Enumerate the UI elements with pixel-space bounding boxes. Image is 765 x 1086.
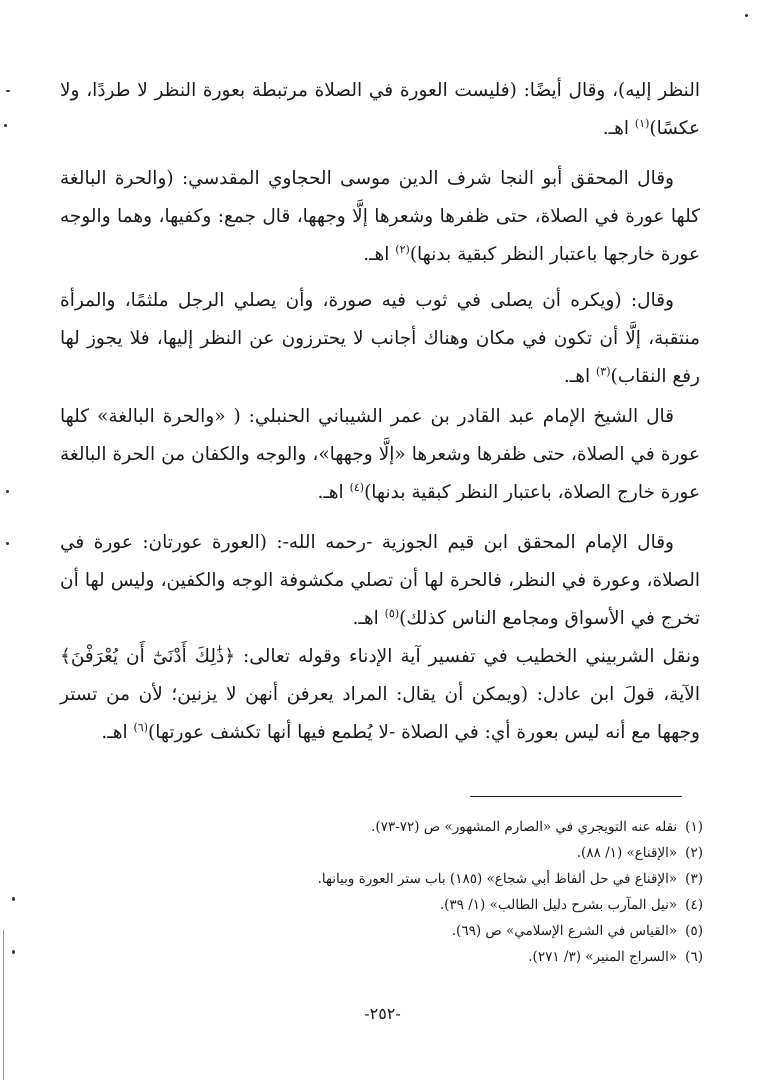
footnote-number: (١) bbox=[685, 819, 703, 835]
scan-speck bbox=[745, 14, 748, 17]
footnote-number: (٣) bbox=[685, 871, 703, 887]
paragraph-text: ونقل الشربيني الخطيب في تفسير آية الإدناء وقوله تعالى: ﴿ذَٰلِكَ أَدْنَىٰٓ أَن يُعْرَفْنَ﴾ الآية، قولَ ابن عادل: (ويمكن أن يقال: المراد يعرفن أنهن لا يزنين؛ لأن من تستر وجهها مع أنه ليس بعورة أي: في الصلاة -لا يُطمع فيها أنها تكشف عورتها) bbox=[60, 646, 700, 743]
paragraph-text: وقال المحقق أبو النجا شرف الدين موسى الحجاوي المقدسي: (والحرة البالغة كلها عورة في الصلاة، حتى ظفرها وشعرها إلَّا وجهها، قال جمع: وكفيها، وهما والوجه عورة خارجها باعتبار النظر كبقية بدنها) bbox=[60, 168, 700, 265]
footnote-number: (٢) bbox=[685, 845, 703, 861]
footnote-text: «القياس في الشرع الإسلامي» ص (٦٩). bbox=[451, 923, 678, 939]
scan-speck bbox=[12, 950, 15, 954]
footnote-item bbox=[143, 892, 703, 918]
footnote-text: «السراج المنير» (٣/ ٢٧١). bbox=[528, 949, 678, 965]
footnote-number: (٥) bbox=[685, 923, 703, 939]
paragraph-text: قال الشيخ الإمام عبد القادر بن عمر الشيباني الحنبلي: ( «والحرة البالغة» كلها عورة في الصلاة، حتى ظفرها وشعرها «إلَّا وجهها»، والوجه والكفان من الحرة البالغة عورة خارج الصلاة، باعتبار النظر كبقية بدنها) bbox=[60, 406, 700, 503]
footnote-ref: (٥) bbox=[384, 606, 400, 620]
footnote-item bbox=[143, 840, 703, 866]
footnote-item bbox=[143, 918, 703, 944]
scan-speck bbox=[6, 542, 9, 545]
footnote-item bbox=[143, 814, 703, 840]
footnote-number: (٤) bbox=[685, 897, 703, 913]
page-number: -٢٥٢- bbox=[364, 1004, 401, 1023]
footnote-ref: (٦) bbox=[133, 720, 148, 734]
footnote-ref: (٤) bbox=[349, 480, 365, 494]
footnote-item bbox=[143, 944, 703, 970]
paragraph-tail: اهـ. bbox=[101, 722, 134, 743]
footnote-ref: (١) bbox=[634, 116, 650, 130]
paragraph-tail: اهـ. bbox=[602, 118, 635, 139]
scan-speck bbox=[4, 124, 7, 127]
paragraph-5 bbox=[60, 524, 700, 752]
paragraph-tail: اهـ. bbox=[352, 608, 385, 629]
scan-speck bbox=[6, 490, 9, 493]
footnote-text: «الإقناع» (١/ ٨٨). bbox=[576, 845, 678, 861]
paragraph-tail: اهـ. bbox=[363, 244, 396, 265]
footnote-ref: (٣) bbox=[595, 364, 611, 378]
paragraph-text: وقال الإمام المحقق ابن قيم الجوزية -رحمه الله-: (العورة عورتان: عورة في الصلاة، وعورة في النظر، فالحرة لها أن تصلي مكشوفة الوجه والكفين، وليس لها أن تخرج في الأسواق ومجامع الناس كذلك) bbox=[60, 532, 700, 629]
paragraph-2 bbox=[60, 160, 700, 274]
footnote-number: (٦) bbox=[685, 949, 703, 965]
scan-speck bbox=[12, 897, 15, 901]
paragraph-tail: اهـ. bbox=[563, 366, 596, 387]
footnotes-list bbox=[143, 814, 703, 970]
footnote-separator bbox=[470, 796, 682, 797]
paragraph-tail: اهـ. bbox=[317, 482, 350, 503]
paragraph-1 bbox=[60, 72, 700, 148]
paragraph-text: النظر إليه)، وقال أيضًا: (فليست العورة في الصلاة مرتبطة بعورة النظر لا طردًا، ولا عكسًا) bbox=[60, 80, 700, 139]
footnote-text: «الإقناع في حل ألفاظ أبي شجاع» (١٨٥) باب ستر العورة وبيانها. bbox=[317, 871, 678, 887]
footnote-item bbox=[143, 866, 703, 892]
paragraph-4 bbox=[60, 398, 700, 512]
paragraph-3 bbox=[60, 282, 700, 396]
paragraph-text: وقال: (ويكره أن يصلى في ثوب فيه صورة، وأن يصلي الرجل ملثمًا، والمرأة منتقبة، إلَّا أن تكون في مكان وهناك أجانب لا يحترزون عن النظر إليها، فلا يجوز لها رفع النقاب) bbox=[60, 290, 700, 387]
scan-speck bbox=[6, 90, 10, 92]
footnote-ref: (٢) bbox=[395, 242, 410, 256]
footnote-text: «نيل المآرب بشرح دليل الطالب» (١/ ٣٩). bbox=[439, 897, 678, 913]
footnote-text: نقله عنه التويجري في «الصارم المشهور» ص (٧٢-٧٣). bbox=[371, 819, 678, 835]
